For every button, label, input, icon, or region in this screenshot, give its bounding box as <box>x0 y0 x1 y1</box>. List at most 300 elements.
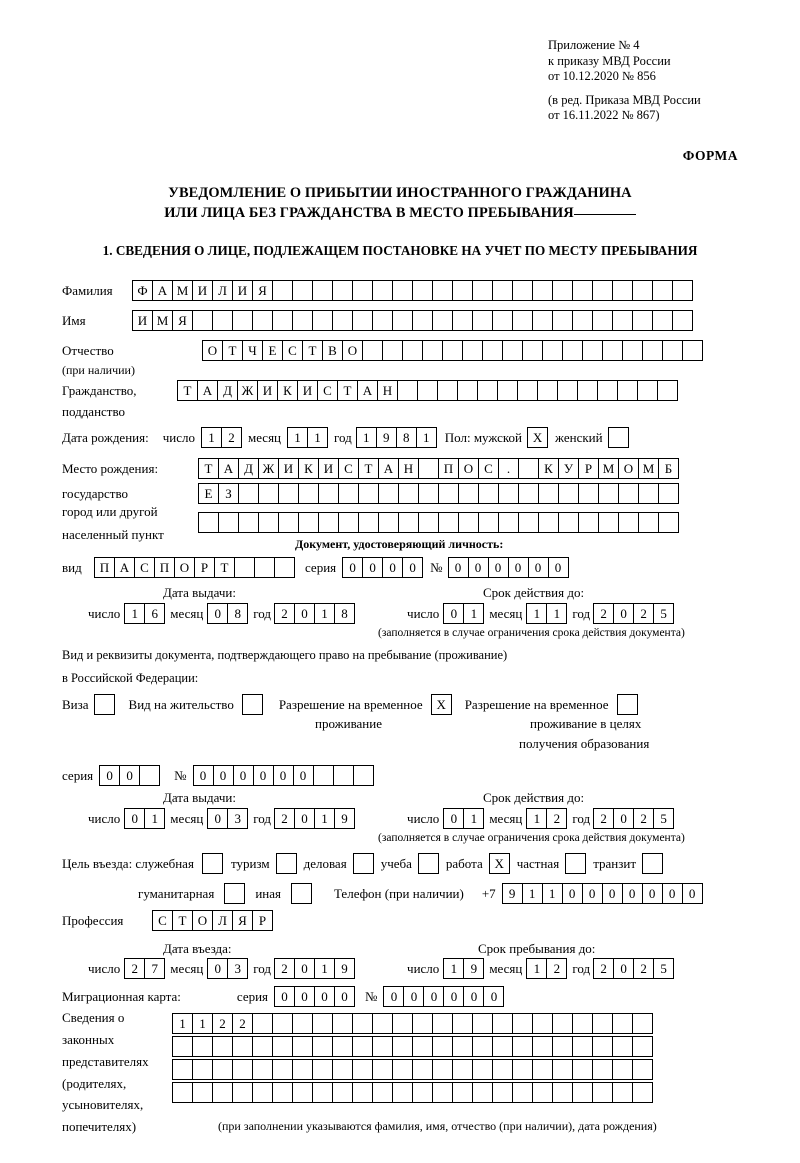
char-cell[interactable]: 2 <box>546 958 567 979</box>
char-cell[interactable] <box>552 280 573 301</box>
char-cell[interactable] <box>482 340 503 361</box>
char-cell[interactable] <box>272 1013 293 1034</box>
purpose-humanitarian-checkbox[interactable] <box>224 883 245 904</box>
stay-series-input[interactable] <box>99 765 160 786</box>
char-cell[interactable]: 2 <box>593 808 614 829</box>
char-cell[interactable] <box>378 512 399 533</box>
char-cell[interactable] <box>592 1013 613 1034</box>
purpose-service-checkbox[interactable] <box>202 853 223 874</box>
purpose-work-checkbox[interactable]: X <box>489 853 510 874</box>
edu-residence-checkbox[interactable] <box>617 694 638 715</box>
char-cell[interactable] <box>592 280 613 301</box>
char-cell[interactable]: 0 <box>253 765 274 786</box>
birthplace-city-input-2[interactable] <box>198 512 679 533</box>
char-cell[interactable]: И <box>257 380 278 401</box>
char-cell[interactable] <box>632 280 653 301</box>
char-cell[interactable]: А <box>357 380 378 401</box>
phone-input[interactable] <box>502 883 703 904</box>
char-cell[interactable]: 1 <box>314 603 335 624</box>
doc-issue-month-input[interactable] <box>207 603 248 624</box>
temp-residence-checkbox[interactable]: X <box>431 694 452 715</box>
char-cell[interactable] <box>397 380 418 401</box>
char-cell[interactable] <box>438 512 459 533</box>
char-cell[interactable]: А <box>218 458 239 479</box>
char-cell[interactable] <box>312 1013 333 1034</box>
purpose-private-checkbox[interactable] <box>565 853 586 874</box>
char-cell[interactable] <box>252 1013 273 1034</box>
char-cell[interactable] <box>472 1036 493 1057</box>
char-cell[interactable] <box>598 512 619 533</box>
purpose-tourism-checkbox[interactable] <box>276 853 297 874</box>
char-cell[interactable] <box>272 1059 293 1080</box>
char-cell[interactable] <box>412 1082 433 1103</box>
stay-issue-year-input[interactable] <box>274 808 355 829</box>
char-cell[interactable] <box>372 280 393 301</box>
char-cell[interactable] <box>198 512 219 533</box>
char-cell[interactable]: Е <box>262 340 283 361</box>
char-cell[interactable]: 6 <box>144 603 165 624</box>
char-cell[interactable] <box>392 1059 413 1080</box>
char-cell[interactable] <box>552 1036 573 1057</box>
char-cell[interactable] <box>402 340 423 361</box>
char-cell[interactable] <box>612 310 633 331</box>
char-cell[interactable]: 0 <box>273 765 294 786</box>
char-cell[interactable]: 2 <box>274 808 295 829</box>
char-cell[interactable]: А <box>114 557 135 578</box>
char-cell[interactable] <box>438 483 459 504</box>
char-cell[interactable]: 0 <box>99 765 120 786</box>
char-cell[interactable] <box>638 483 659 504</box>
char-cell[interactable] <box>472 1013 493 1034</box>
char-cell[interactable] <box>232 1036 253 1057</box>
char-cell[interactable] <box>392 280 413 301</box>
char-cell[interactable] <box>418 483 439 504</box>
char-cell[interactable] <box>632 1082 653 1103</box>
char-cell[interactable]: 9 <box>334 808 355 829</box>
char-cell[interactable] <box>512 1082 533 1103</box>
char-cell[interactable] <box>458 512 479 533</box>
char-cell[interactable]: З <box>218 483 239 504</box>
surname-input[interactable] <box>132 280 693 301</box>
char-cell[interactable] <box>498 483 519 504</box>
char-cell[interactable]: У <box>558 458 579 479</box>
char-cell[interactable]: О <box>618 458 639 479</box>
char-cell[interactable] <box>437 380 458 401</box>
char-cell[interactable]: С <box>152 910 173 931</box>
char-cell[interactable]: 0 <box>423 986 444 1007</box>
char-cell[interactable]: К <box>277 380 298 401</box>
char-cell[interactable] <box>412 310 433 331</box>
char-cell[interactable]: 5 <box>653 808 674 829</box>
char-cell[interactable]: В <box>322 340 343 361</box>
char-cell[interactable]: 0 <box>362 557 383 578</box>
char-cell[interactable]: Я <box>232 910 253 931</box>
char-cell[interactable]: 1 <box>201 427 222 448</box>
char-cell[interactable] <box>672 280 693 301</box>
char-cell[interactable]: 0 <box>207 603 228 624</box>
doc-issue-day-input[interactable] <box>124 603 165 624</box>
char-cell[interactable]: П <box>438 458 459 479</box>
char-cell[interactable] <box>422 340 443 361</box>
char-cell[interactable] <box>458 483 479 504</box>
stay-issue-day-input[interactable] <box>124 808 165 829</box>
char-cell[interactable] <box>638 512 659 533</box>
char-cell[interactable]: 0 <box>402 557 423 578</box>
char-cell[interactable]: С <box>478 458 499 479</box>
char-cell[interactable]: 2 <box>221 427 242 448</box>
char-cell[interactable]: 2 <box>593 603 614 624</box>
char-cell[interactable] <box>472 1059 493 1080</box>
char-cell[interactable] <box>538 512 559 533</box>
char-cell[interactable]: 1 <box>546 603 567 624</box>
char-cell[interactable] <box>597 380 618 401</box>
char-cell[interactable]: 1 <box>314 808 335 829</box>
birth-day-input[interactable] <box>201 427 242 448</box>
char-cell[interactable]: 2 <box>274 958 295 979</box>
char-cell[interactable]: 0 <box>642 883 663 904</box>
profession-input[interactable] <box>152 910 273 931</box>
char-cell[interactable] <box>518 512 539 533</box>
char-cell[interactable] <box>598 483 619 504</box>
char-cell[interactable] <box>622 340 643 361</box>
char-cell[interactable] <box>452 280 473 301</box>
char-cell[interactable]: 0 <box>682 883 703 904</box>
char-cell[interactable]: К <box>298 458 319 479</box>
char-cell[interactable]: 0 <box>443 808 464 829</box>
char-cell[interactable] <box>392 310 413 331</box>
char-cell[interactable] <box>652 280 673 301</box>
char-cell[interactable] <box>312 280 333 301</box>
char-cell[interactable]: 1 <box>307 427 328 448</box>
char-cell[interactable] <box>312 310 333 331</box>
char-cell[interactable]: 3 <box>227 958 248 979</box>
char-cell[interactable] <box>572 1082 593 1103</box>
char-cell[interactable] <box>372 310 393 331</box>
char-cell[interactable] <box>292 1013 313 1034</box>
char-cell[interactable]: 0 <box>207 958 228 979</box>
char-cell[interactable] <box>502 340 523 361</box>
char-cell[interactable] <box>498 512 519 533</box>
char-cell[interactable]: И <box>192 280 213 301</box>
char-cell[interactable] <box>578 512 599 533</box>
char-cell[interactable] <box>492 280 513 301</box>
birthplace-city-input[interactable] <box>198 483 679 504</box>
char-cell[interactable] <box>352 310 373 331</box>
char-cell[interactable] <box>172 1082 193 1103</box>
doc-issue-year-input[interactable] <box>274 603 355 624</box>
char-cell[interactable] <box>278 483 299 504</box>
char-cell[interactable] <box>612 280 633 301</box>
char-cell[interactable] <box>313 765 334 786</box>
char-cell[interactable]: 0 <box>294 986 315 1007</box>
char-cell[interactable] <box>234 557 255 578</box>
legal-rep-input-1[interactable] <box>172 1013 653 1034</box>
char-cell[interactable] <box>492 1059 513 1080</box>
char-cell[interactable] <box>352 1013 373 1034</box>
char-cell[interactable] <box>378 483 399 504</box>
char-cell[interactable] <box>212 1059 233 1080</box>
char-cell[interactable] <box>232 310 253 331</box>
char-cell[interactable] <box>372 1059 393 1080</box>
char-cell[interactable] <box>632 1059 653 1080</box>
char-cell[interactable]: Д <box>217 380 238 401</box>
char-cell[interactable] <box>558 512 579 533</box>
char-cell[interactable]: 9 <box>502 883 523 904</box>
char-cell[interactable] <box>332 1036 353 1057</box>
char-cell[interactable] <box>252 1036 273 1057</box>
char-cell[interactable] <box>352 1036 373 1057</box>
char-cell[interactable]: 0 <box>334 986 355 1007</box>
char-cell[interactable]: 1 <box>526 958 547 979</box>
char-cell[interactable] <box>254 557 275 578</box>
char-cell[interactable] <box>612 1082 633 1103</box>
char-cell[interactable] <box>258 483 279 504</box>
char-cell[interactable] <box>512 280 533 301</box>
char-cell[interactable] <box>532 1082 553 1103</box>
char-cell[interactable] <box>232 1082 253 1103</box>
char-cell[interactable]: О <box>174 557 195 578</box>
char-cell[interactable] <box>612 1059 633 1080</box>
char-cell[interactable] <box>139 765 160 786</box>
char-cell[interactable] <box>362 340 383 361</box>
char-cell[interactable]: Л <box>212 280 233 301</box>
char-cell[interactable] <box>332 310 353 331</box>
char-cell[interactable]: И <box>318 458 339 479</box>
char-cell[interactable] <box>432 1059 453 1080</box>
char-cell[interactable] <box>432 1013 453 1034</box>
char-cell[interactable]: Ж <box>258 458 279 479</box>
char-cell[interactable]: И <box>297 380 318 401</box>
char-cell[interactable]: 0 <box>294 808 315 829</box>
char-cell[interactable]: 0 <box>342 557 363 578</box>
char-cell[interactable] <box>582 340 603 361</box>
sex-female-checkbox[interactable] <box>608 427 629 448</box>
char-cell[interactable] <box>372 1036 393 1057</box>
char-cell[interactable] <box>537 380 558 401</box>
char-cell[interactable]: 2 <box>212 1013 233 1034</box>
legal-rep-input-2[interactable] <box>172 1036 653 1057</box>
char-cell[interactable] <box>512 310 533 331</box>
char-cell[interactable] <box>642 340 663 361</box>
entry-year-input[interactable] <box>274 958 355 979</box>
birthplace-state-input[interactable] <box>198 458 679 479</box>
char-cell[interactable] <box>298 512 319 533</box>
char-cell[interactable] <box>497 380 518 401</box>
char-cell[interactable]: 0 <box>613 808 634 829</box>
entry-day-input[interactable] <box>124 958 165 979</box>
char-cell[interactable] <box>578 483 599 504</box>
char-cell[interactable] <box>532 1059 553 1080</box>
legal-rep-input-4[interactable] <box>172 1082 653 1103</box>
char-cell[interactable] <box>372 1013 393 1034</box>
char-cell[interactable] <box>552 1082 573 1103</box>
char-cell[interactable]: 1 <box>526 603 547 624</box>
char-cell[interactable] <box>577 380 598 401</box>
char-cell[interactable]: Т <box>214 557 235 578</box>
char-cell[interactable]: Я <box>172 310 193 331</box>
char-cell[interactable] <box>562 340 583 361</box>
char-cell[interactable] <box>312 1059 333 1080</box>
char-cell[interactable] <box>532 310 553 331</box>
char-cell[interactable] <box>417 380 438 401</box>
char-cell[interactable] <box>412 1059 433 1080</box>
char-cell[interactable]: К <box>538 458 559 479</box>
char-cell[interactable] <box>312 1036 333 1057</box>
char-cell[interactable] <box>292 1059 313 1080</box>
char-cell[interactable]: О <box>202 340 223 361</box>
char-cell[interactable] <box>353 765 374 786</box>
char-cell[interactable] <box>457 380 478 401</box>
char-cell[interactable]: Р <box>194 557 215 578</box>
char-cell[interactable]: 3 <box>227 808 248 829</box>
char-cell[interactable] <box>238 483 259 504</box>
char-cell[interactable] <box>412 1036 433 1057</box>
char-cell[interactable]: 0 <box>382 557 403 578</box>
char-cell[interactable] <box>252 1082 273 1103</box>
char-cell[interactable]: 1 <box>522 883 543 904</box>
char-cell[interactable] <box>632 310 653 331</box>
char-cell[interactable]: 9 <box>334 958 355 979</box>
char-cell[interactable] <box>658 512 679 533</box>
char-cell[interactable] <box>682 340 703 361</box>
stay-valid-month-input[interactable] <box>526 808 567 829</box>
char-cell[interactable]: 2 <box>633 603 654 624</box>
char-cell[interactable]: Р <box>578 458 599 479</box>
char-cell[interactable]: 0 <box>622 883 643 904</box>
char-cell[interactable] <box>602 340 623 361</box>
char-cell[interactable]: 2 <box>274 603 295 624</box>
char-cell[interactable]: 0 <box>468 557 489 578</box>
char-cell[interactable]: 5 <box>653 958 674 979</box>
char-cell[interactable]: Т <box>172 910 193 931</box>
char-cell[interactable] <box>612 1036 633 1057</box>
entry-month-input[interactable] <box>207 958 248 979</box>
char-cell[interactable] <box>172 1059 193 1080</box>
char-cell[interactable] <box>192 1036 213 1057</box>
char-cell[interactable]: 2 <box>633 808 654 829</box>
char-cell[interactable]: М <box>172 280 193 301</box>
visa-checkbox[interactable] <box>94 694 115 715</box>
char-cell[interactable] <box>332 1013 353 1034</box>
char-cell[interactable] <box>412 280 433 301</box>
char-cell[interactable]: 0 <box>294 958 315 979</box>
char-cell[interactable]: 0 <box>314 986 335 1007</box>
char-cell[interactable] <box>517 380 538 401</box>
char-cell[interactable]: О <box>342 340 363 361</box>
char-cell[interactable] <box>572 280 593 301</box>
char-cell[interactable] <box>338 483 359 504</box>
char-cell[interactable] <box>192 1059 213 1080</box>
char-cell[interactable]: О <box>458 458 479 479</box>
char-cell[interactable]: 0 <box>124 808 145 829</box>
char-cell[interactable] <box>477 380 498 401</box>
char-cell[interactable] <box>618 483 639 504</box>
residence-checkbox[interactable] <box>242 694 263 715</box>
char-cell[interactable] <box>492 1036 513 1057</box>
char-cell[interactable]: 0 <box>207 808 228 829</box>
char-cell[interactable]: Л <box>212 910 233 931</box>
char-cell[interactable]: Т <box>302 340 323 361</box>
char-cell[interactable] <box>637 380 658 401</box>
char-cell[interactable] <box>452 1059 473 1080</box>
char-cell[interactable] <box>572 1059 593 1080</box>
char-cell[interactable] <box>418 458 439 479</box>
char-cell[interactable] <box>592 1036 613 1057</box>
char-cell[interactable] <box>492 310 513 331</box>
char-cell[interactable]: 8 <box>396 427 417 448</box>
char-cell[interactable] <box>372 1082 393 1103</box>
char-cell[interactable]: 2 <box>633 958 654 979</box>
char-cell[interactable] <box>418 512 439 533</box>
char-cell[interactable]: Е <box>198 483 219 504</box>
char-cell[interactable] <box>212 1082 233 1103</box>
char-cell[interactable]: А <box>378 458 399 479</box>
char-cell[interactable]: 0 <box>463 986 484 1007</box>
char-cell[interactable] <box>212 1036 233 1057</box>
char-cell[interactable] <box>472 280 493 301</box>
char-cell[interactable]: 0 <box>274 986 295 1007</box>
char-cell[interactable]: 0 <box>613 958 634 979</box>
doc-valid-day-input[interactable] <box>443 603 484 624</box>
char-cell[interactable] <box>572 1013 593 1034</box>
char-cell[interactable] <box>258 512 279 533</box>
char-cell[interactable] <box>192 1082 213 1103</box>
char-cell[interactable]: 7 <box>144 958 165 979</box>
char-cell[interactable]: 1 <box>356 427 377 448</box>
char-cell[interactable]: 0 <box>294 603 315 624</box>
char-cell[interactable]: А <box>197 380 218 401</box>
char-cell[interactable] <box>278 512 299 533</box>
char-cell[interactable]: 0 <box>448 557 469 578</box>
char-cell[interactable] <box>617 380 638 401</box>
char-cell[interactable] <box>332 1082 353 1103</box>
char-cell[interactable]: Ф <box>132 280 153 301</box>
char-cell[interactable]: Р <box>252 910 273 931</box>
char-cell[interactable]: П <box>154 557 175 578</box>
char-cell[interactable]: 0 <box>119 765 140 786</box>
char-cell[interactable] <box>542 340 563 361</box>
char-cell[interactable] <box>478 483 499 504</box>
char-cell[interactable] <box>392 1082 413 1103</box>
char-cell[interactable] <box>212 310 233 331</box>
char-cell[interactable] <box>552 1059 573 1080</box>
char-cell[interactable]: 1 <box>144 808 165 829</box>
doc-series-input[interactable] <box>342 557 423 578</box>
char-cell[interactable] <box>472 1082 493 1103</box>
char-cell[interactable]: 0 <box>443 986 464 1007</box>
char-cell[interactable]: 1 <box>172 1013 193 1034</box>
char-cell[interactable] <box>518 483 539 504</box>
char-cell[interactable] <box>478 512 499 533</box>
char-cell[interactable]: 0 <box>213 765 234 786</box>
char-cell[interactable]: П <box>94 557 115 578</box>
stay-valid-year-input[interactable] <box>593 808 674 829</box>
char-cell[interactable]: 0 <box>548 557 569 578</box>
char-cell[interactable]: О <box>192 910 213 931</box>
stay-until-month-input[interactable] <box>526 958 567 979</box>
char-cell[interactable]: Т <box>198 458 219 479</box>
name-input[interactable] <box>132 310 693 331</box>
char-cell[interactable] <box>432 280 453 301</box>
char-cell[interactable] <box>332 1059 353 1080</box>
char-cell[interactable]: С <box>317 380 338 401</box>
char-cell[interactable] <box>232 1059 253 1080</box>
char-cell[interactable]: Ч <box>242 340 263 361</box>
char-cell[interactable] <box>358 483 379 504</box>
purpose-transit-checkbox[interactable] <box>642 853 663 874</box>
mig-series-input[interactable] <box>274 986 355 1007</box>
char-cell[interactable] <box>572 310 593 331</box>
